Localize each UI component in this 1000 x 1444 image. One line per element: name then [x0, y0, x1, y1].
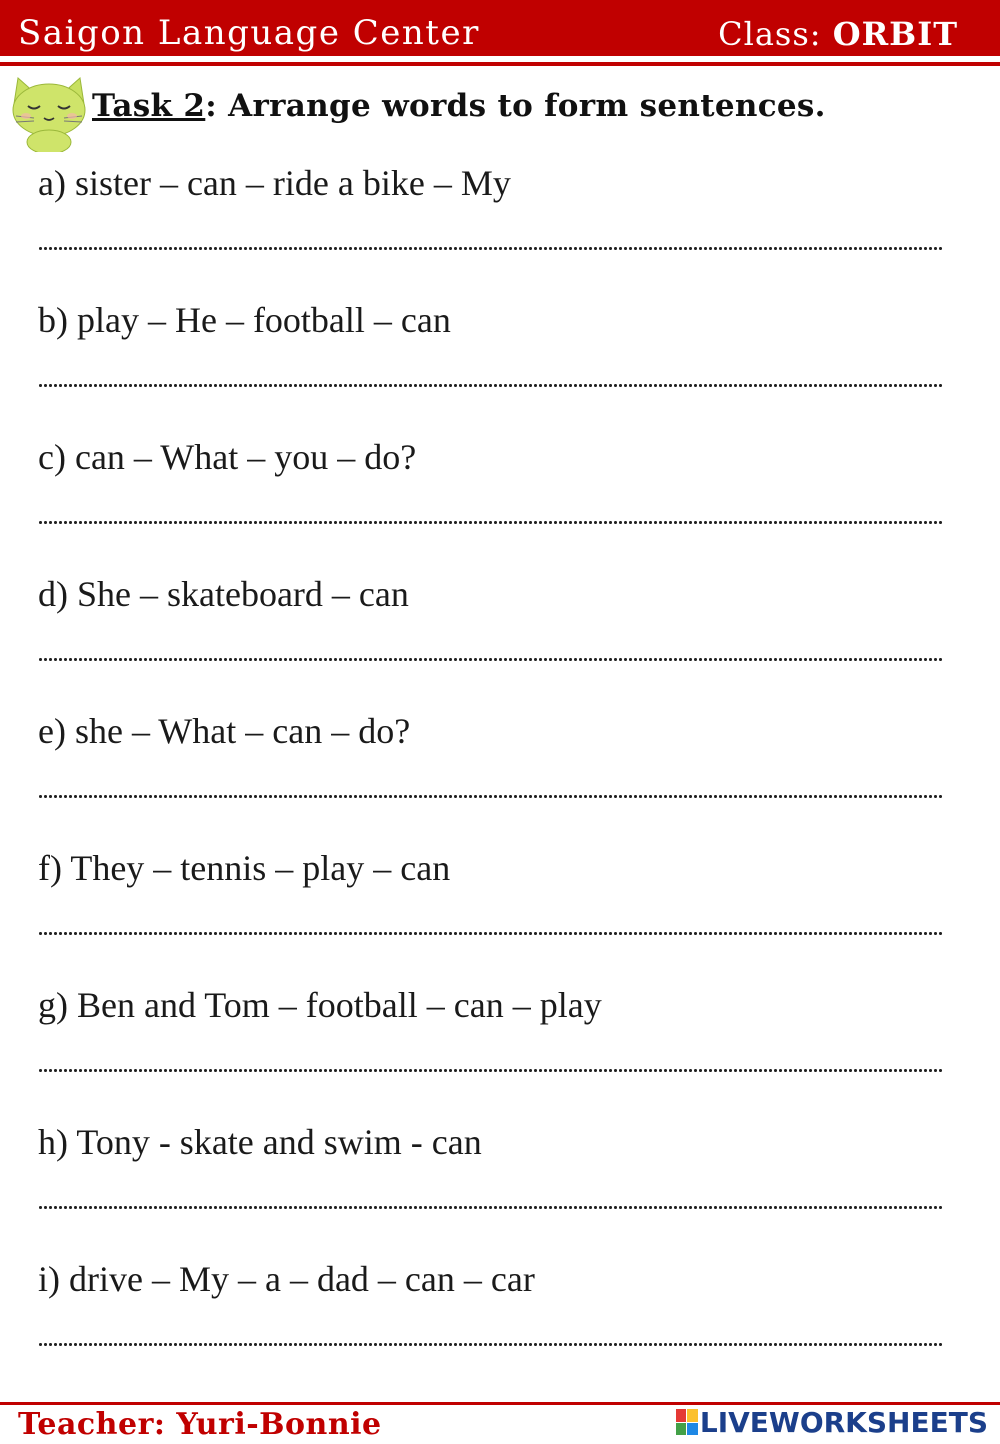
answer-line[interactable] — [38, 1205, 942, 1210]
liveworksheets-logo — [676, 1404, 988, 1440]
task-label: Task 2 — [92, 88, 206, 124]
answer-line[interactable] — [38, 383, 942, 388]
class-label: Class: — [718, 15, 822, 53]
exercise-prompt: f) They – tennis – play – can — [38, 848, 451, 888]
exercise-prompt: d) She – skateboard – can — [38, 574, 409, 614]
answer-line[interactable] — [38, 246, 942, 251]
center-name: Saigon Language Center — [18, 13, 480, 53]
answer-line[interactable] — [38, 931, 942, 936]
exercise-item-d — [38, 573, 958, 710]
liveworksheets-badge-icon — [676, 1409, 698, 1435]
liveworksheets-brand: LIVEWORKSHEETS — [699, 1405, 988, 1439]
task-title — [92, 88, 826, 124]
class-value: ORBIT — [832, 15, 958, 53]
exercise-prompt: c) can – What – you – do? — [38, 437, 417, 477]
task-instruction: : Arrange words to form sentences. — [205, 88, 826, 124]
cat-mascot-icon — [6, 74, 92, 152]
exercise-prompt: h) Tony - skate and swim - can — [38, 1122, 482, 1162]
class-info — [718, 15, 958, 53]
answer-line[interactable] — [38, 1342, 942, 1347]
exercise-item-g — [38, 984, 958, 1121]
exercise-prompt: e) she – What – can – do? — [38, 711, 411, 751]
header-bar — [0, 0, 1000, 56]
header-divider — [0, 62, 1000, 66]
exercise-prompt: b) play – He – football – can — [38, 300, 451, 340]
answer-line[interactable] — [38, 1068, 942, 1073]
teacher-name: Teacher: Yuri-Bonnie — [18, 1407, 382, 1442]
exercise-prompt: i) drive – My – a – dad – can – car — [38, 1259, 535, 1299]
answer-line[interactable] — [38, 794, 942, 799]
answer-line[interactable] — [38, 520, 942, 525]
answer-line[interactable] — [38, 657, 942, 662]
exercise-prompt: g) Ben and Tom – football – can – play — [38, 985, 602, 1025]
exercise-item-b — [38, 299, 958, 436]
exercise-item-c — [38, 436, 958, 573]
exercise-item-h — [38, 1121, 958, 1258]
exercise-prompt: a) sister – can – ride a bike – My — [38, 163, 511, 203]
exercise-item-a — [38, 162, 958, 299]
exercise-item-f — [38, 847, 958, 984]
exercise-item-e — [38, 710, 958, 847]
exercise-item-i — [38, 1258, 958, 1395]
